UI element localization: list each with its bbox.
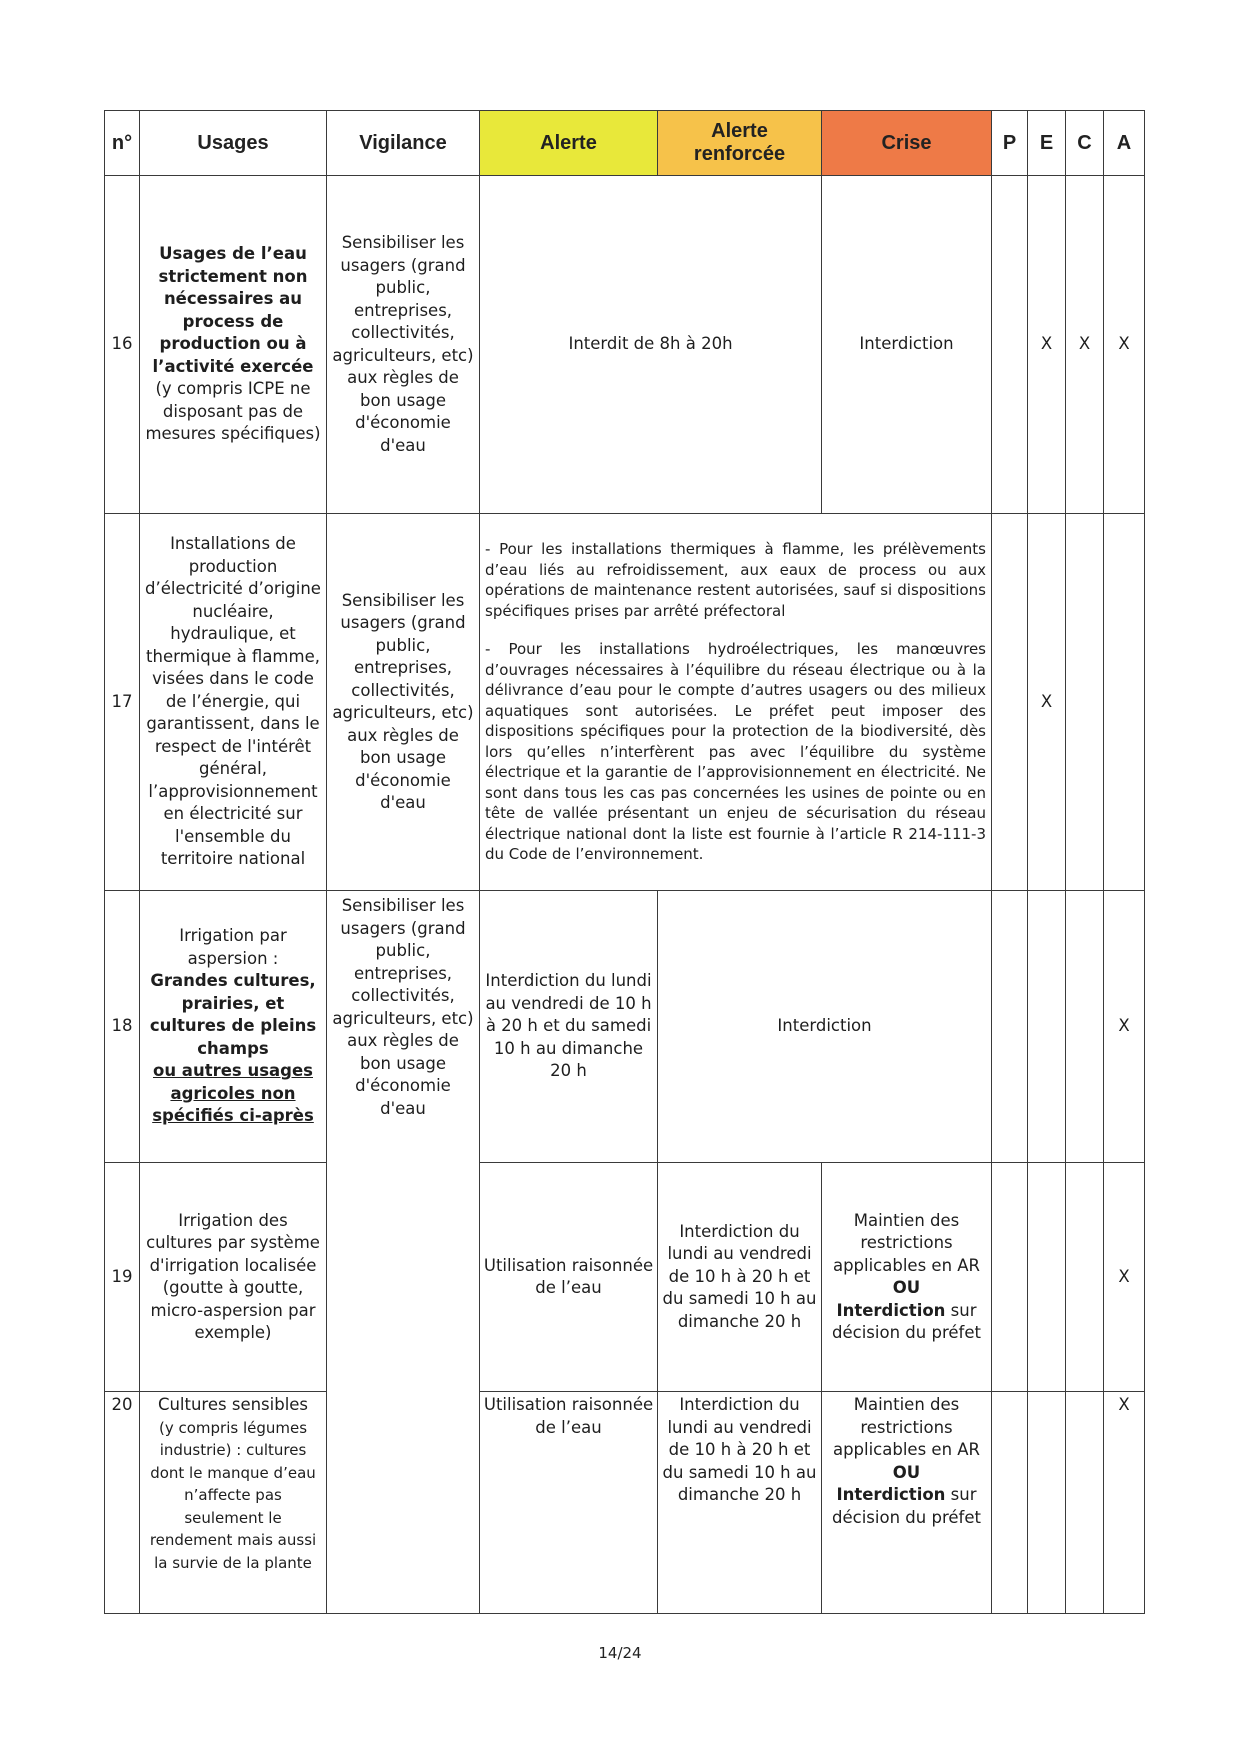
alerte-renforcee-cell: Interdiction du lundi au vendredi de 10 h à 20 h et du samedi 10 h au dimanche 20 h xyxy=(658,1392,822,1614)
header-num: n° xyxy=(105,111,140,176)
measures-paragraph-thermal: - Pour les installations thermiques à flamme, les prélèvements d’eau liés au refroidissement, aux eaux de process ou aux opérations de maintenance restent autorisées, sauf si dispositions spécifiques prises par arrêté préfectoral xyxy=(485,540,986,620)
crise-cell: Interdiction xyxy=(822,176,992,514)
p-cell xyxy=(992,1392,1028,1614)
header-vigilance: Vigilance xyxy=(327,111,480,176)
crise-bold-text: Interdiction xyxy=(836,1300,946,1320)
crise-text: Maintien des restrictions applicables en AR xyxy=(832,1210,981,1275)
usage-cell xyxy=(140,1392,327,1614)
alerte-renforcee-cell: Interdiction du lundi au vendredi de 10 h à 20 h et du samedi 10 h au dimanche 20 h xyxy=(658,1163,822,1392)
e-cell xyxy=(1028,891,1066,1163)
a-cell xyxy=(1104,514,1145,891)
alerte-renforcee-cell: Interdit de 8h à 20h xyxy=(480,176,822,514)
c-cell: X xyxy=(1066,176,1104,514)
p-cell xyxy=(992,1163,1028,1392)
crise-text: Maintien des restrictions applicables en AR xyxy=(832,1395,981,1459)
e-cell: X xyxy=(1028,176,1066,514)
usage-detail-text: (y compris légumes industrie) : cultures dont le manque d’eau n’affecte pas seulement le rendement mais aussi la survie de la plante xyxy=(149,1418,317,1572)
e-cell xyxy=(1028,1392,1066,1614)
row-number: 19 xyxy=(105,1163,140,1392)
renforcee-crise-cell: Interdiction xyxy=(658,891,992,1163)
vigilance-cell: Sensibiliser les usagers (grand public, entreprises, collectivités, agriculteurs, etc) aux règles de bon usage d'économie d'eau xyxy=(327,176,480,514)
crise-rest-text: sur décision du préfet xyxy=(832,1300,981,1342)
table-row-17 xyxy=(105,514,1145,891)
alerte-cell: Utilisation raisonnée de l’eau xyxy=(480,1163,658,1392)
header-crise: Crise xyxy=(822,111,992,176)
usage-cell xyxy=(140,891,327,1163)
a-cell: X xyxy=(1104,1392,1145,1614)
row-number: 17 xyxy=(105,514,140,891)
usage-cell xyxy=(140,176,327,514)
crise-cell xyxy=(822,1163,992,1392)
header-usages: Usages xyxy=(140,111,327,176)
header-a: A xyxy=(1104,111,1145,176)
restrictions-table xyxy=(104,110,1145,1614)
header-row xyxy=(105,111,1145,176)
c-cell xyxy=(1066,891,1104,1163)
measures-paragraph-hydro: - Pour les installations hydroélectriques, les manœuvres d’ouvrages nécessaires à l’équilibre du réseau électrique ou à la délivrance d’eau pour le compte d’autres usagers ou des milieux aquatiques sont autorisées. Le préfet peut imposer des dispositions spécifiques pour la protection de la biodiversité, dès lors qu’elles n’interfèrent pas avec l’équilibre du système électrique et la garantie de l’approvisionnement en électricité. Ne sont dans tous les cas pas concernées les usines de pointe ou en tête de vallée présentant un enjeu de sécurisation du réseau électrique national dont la liste est fournie à l’article R 214-111-3 du Code de l’environnement. xyxy=(485,640,986,864)
e-cell xyxy=(1028,1163,1066,1392)
p-cell xyxy=(992,514,1028,891)
alerte-cell: Interdiction du lundi au vendredi de 10 h à 20 h et du samedi 10 h au dimanche 20 h xyxy=(480,891,658,1163)
usage-bold-text: Grandes cultures, prairies, et cultures de pleins champs xyxy=(149,971,317,1058)
usage-cell: Installations de production d’électricité d’origine nucléaire, hydraulique, et thermique à flamme, visées dans le code de l’énergie, qui garantissent, dans le respect de l'intérêt général, l’approvisionnement en électricité sur l'ensemble du territoire national xyxy=(140,514,327,891)
usage-text: (y compris ICPE ne disposant pas de mesures spécifiques) xyxy=(145,379,321,444)
usage-underlined-text: ou autres usages agricoles non spécifiés ci-après xyxy=(152,1061,314,1126)
a-cell: X xyxy=(1104,176,1145,514)
a-cell: X xyxy=(1104,1163,1145,1392)
crise-or-text: OU xyxy=(892,1462,921,1482)
crise-cell xyxy=(822,1392,992,1614)
c-cell xyxy=(1066,1392,1104,1614)
header-c: C xyxy=(1066,111,1104,176)
measures-cell xyxy=(480,514,992,891)
usage-bold-text: Usages de l’eau strictement non nécessaires au process de production ou à l’activité exercée xyxy=(152,244,314,376)
header-alerte-renforcee-line1: Alerte xyxy=(711,120,768,142)
c-cell xyxy=(1066,514,1104,891)
crise-or-text: OU xyxy=(892,1278,921,1297)
crise-bold-text: Interdiction xyxy=(836,1485,946,1504)
table-row-16 xyxy=(105,176,1145,514)
row-number: 20 xyxy=(105,1392,140,1614)
crise-rest-text: sur décision du préfet xyxy=(832,1485,981,1527)
vigilance-cell: Sensibiliser les usagers (grand public, entreprises, collectivités, agriculteurs, etc) aux règles de bon usage d'économie d'eau xyxy=(327,514,480,891)
row-number: 18 xyxy=(105,891,140,1163)
table-row-18 xyxy=(105,891,1145,1163)
c-cell xyxy=(1066,1163,1104,1392)
header-alerte-renforcee xyxy=(658,111,822,176)
page-number: 14/24 xyxy=(598,1644,642,1662)
vigilance-cell: Sensibiliser les usagers (grand public, entreprises, collectivités, agriculteurs, etc) aux règles de bon usage d'économie d'eau xyxy=(327,891,480,1614)
header-alerte-renforcee-line2: renforcée xyxy=(693,143,786,165)
alerte-cell: Utilisation raisonnée de l’eau xyxy=(480,1392,658,1614)
header-p: P xyxy=(992,111,1028,176)
table-row-19 xyxy=(105,1163,1145,1392)
row-number: 16 xyxy=(105,176,140,514)
header-e: E xyxy=(1028,111,1066,176)
usage-title-text: Cultures sensibles xyxy=(157,1395,309,1414)
usage-intro-text: Irrigation par aspersion : xyxy=(179,926,287,968)
p-cell xyxy=(992,891,1028,1163)
e-cell: X xyxy=(1028,514,1066,891)
usage-cell: Irrigation des cultures par système d'irrigation localisée (goutte à goutte, micro-aspersion par exemple) xyxy=(140,1163,327,1392)
table-row-20 xyxy=(105,1392,1145,1614)
header-alerte: Alerte xyxy=(480,111,658,176)
p-cell xyxy=(992,176,1028,514)
a-cell: X xyxy=(1104,891,1145,1163)
